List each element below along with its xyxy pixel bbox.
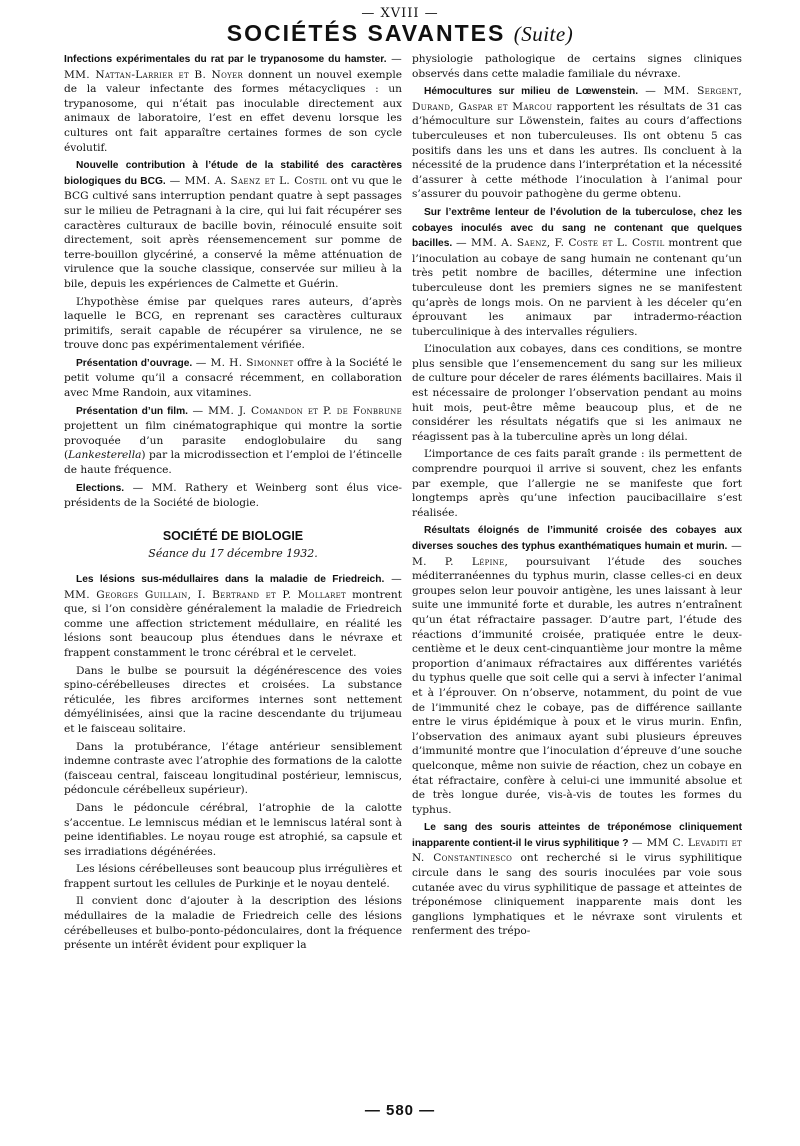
article-body: — MM. Rathery et Weinberg sont élus vice-présidents de la Société de biologie. [64, 481, 403, 510]
article-continuation: physiologie pathologique de certains signes cliniques observés dans cette maladie familiale du névraxe. [412, 53, 742, 80]
article-authors: — MM. A. Saenz et L. Costil [169, 174, 327, 187]
article-paragraph: Dans le pédoncule cérébral, l’atrophie de la calotte s’accentue. Le lemniscus médian et le lemniscus latéral sont à peine identifiables. Le noyau rouge est atrophié, sa capsule et ses irradiations dégénérées. [64, 801, 402, 858]
article-tuberculose [412, 205, 742, 339]
right-column [412, 52, 742, 942]
article-paragraph: L’inoculation aux cobayes, dans ces conditions, se montre plus sensible que l’ensemencement du sang sur les milieux de culture pour déceler de rares éléments bacillaires. Mais il est nécessaire de prolonger l’observation pendant au moins huit mois, peut-être même beaucoup plus, et de ne considérer les résultats négatifs que si les animaux ne réagissent pas à la tuberculine après un long délai. [412, 343, 742, 443]
article-title: Nouvelle contribution à l’étude de la stabilité des caractères biologiques du BCG. [64, 160, 402, 187]
article-paragraph: L’importance de ces faits paraît grande : ils permettent de comprendre pourquoi il arrive si souvent, chez les enfants par exemple, que l’allergie ne se manifeste que fort longtemps après qu’une infection paucibacillaire s’est réalisée. [412, 448, 742, 519]
article-authors: — M. H. Simonnet [195, 356, 294, 369]
page-number: — 580 — [364, 1102, 436, 1119]
article-trypanosome [64, 52, 402, 155]
article-body: montrent que l’inoculation au cobaye de sang humain ne contenant qu’un très petit nombre de bacilles, détermine une infection tuberculeuse dont les premiers signes ne se manifestent qu’après de longs mois. On ne parvient à les déceler qu’en éprouvant les animaux par intradermo-réaction tuberculinique à des intervalles réguliers. [412, 237, 742, 338]
article-authors: — MM. Sergent, Durand, Gaspar et Marcou [412, 85, 742, 113]
article-paragraph: Il convient donc d’ajouter à la description des lésions médullaires de la maladie de Friedreich celle des lésions cérébelleuses et bulbo-ponto-pédonculaires, dont la fréquence présente un intérêt évident pour expliquer la [64, 895, 402, 952]
article-film [64, 404, 402, 478]
article-paragraph: Les lésions cérébelleuses sont beaucoup plus irrégulières et frappent surtout les cellules de Purkinje et le noyau dentelé. [64, 863, 402, 890]
article-bcg [64, 158, 402, 291]
article-paragraph: Dans la protubérance, l’étage antérieur sensiblement indemne contraste avec l’atrophie des formations de la calotte (faisceau central, faisceau longitudinal postérieur, lemniscus, pédoncule cérébelleux supérieur). [64, 740, 402, 797]
article-title: Infections expérimentales du rat par le trypanosome du hamster. [64, 54, 387, 65]
article-body: poursuivant l’étude des souches méditerranéennes du typhus murin, classe celles-ci en deux groupes selon leur pouvoir antigène, les unes laissant à leur suite une immunité forte et durable, les autres n’entraînent qu’un état réfractaire passager. D’autre part, l’étude des réactions d’immunité croisée, pratiquée entre le deux-centième et le deux cent-cinquantième jour montre la même proportion d’animaux réfractaires aux différentes variétés du typhus quelle que soit celle qui a servi à infecter l’animal et à l’éprouver. On n’observe, notamment, du point de vue de l’immunité chez le cobaye, pas de différence saillante entre le virus épidémique à poux et le virus murin. Enfin, l’observation des animaux ayant subi plusieurs épreuves d’immunité montre que l’inoculation d’épreuve d’une souche quelconque, même non suivie de réaction, chez un cobaye en état réfractaire, confère à celui-ci une immunité absolue et de très longue durée, vis-à-vis de toutes les formes du typhus. [412, 555, 742, 816]
article-title: Sur l’extrême lenteur de l’évolution de la tuberculose, chez les cobayes inoculés avec du sang ne contenant que quelques bacilles. [412, 206, 742, 250]
article-authors: — MM. A. Saenz, F. Coste et L. Costil [456, 237, 665, 250]
article-treponemose [412, 820, 742, 939]
section-title: SOCIÉTÉ DE BIOLOGIE [162, 528, 304, 543]
article-body: ) par la microdissection et l’emploi de l’étincelle de haute fréquence. [64, 449, 402, 477]
article-title: Résultats éloignés de l’immunité croisée des cobayes aux diverses souches des typhus exanthématiques humain et murin. [412, 525, 742, 552]
article-body: offre à la Société le petit volume qu’il a consacré récemment, en collaboration avec Mme Randoin, aux vitamines. [64, 356, 402, 400]
article-italic: Lankesterella [68, 449, 142, 462]
article-elections [64, 481, 402, 511]
article-typhus [412, 523, 742, 817]
page-title [0, 20, 800, 47]
page-folio: — XVIII — [361, 6, 439, 21]
page-title-suite: (Suite) [513, 22, 574, 46]
article-body: donnent un nouvel exemple de la valeur infectante des formes métacycliques : un trypanosome, qui n’était pas inoculable directement aux animaux de laboratoire, l’est en effet devenu lorsque les cultures ont fait apparaître certaines formes de son cycle évolutif. [64, 68, 402, 154]
session-date: Séance du 17 décembre 1932. [148, 547, 318, 561]
article-authors: — MM. Georges Guillain, I. Bertrand et P. Mollaret [64, 573, 402, 601]
article-title: Les lésions sus-médullaires dans la maladie de Friedreich. [76, 574, 385, 585]
article-title: Hémocultures sur milieu de Lœwenstein. [424, 86, 639, 98]
article-body: ont recherché si le virus syphilitique circule dans le sang des souris inoculées par voie sous cutanée avec du virus syphilitique de passage et atteintes de tréponémose cliniquement inapparente mais dont les ganglions lymphatiques et le névraxe sont virulents et renferment des trépo- [412, 852, 742, 938]
article-body: ont vu que le BCG cultivé sans interruption pendant quatre à sept passages sur le milieu de Petragnani à la cire, qui lui fait récupérer ses caractères culturaux de bacille bovin, réinoculé ensuite soit directement, soit après réensemencement sur pomme de terre-bouillon glycériné, a conservé la même atténuation de virulence que la souche classique, conservée sur milieu à la bile, depuis les expériences de Calmette et Guérin. [64, 174, 402, 290]
article-authors: — MM. Nattan-Larrier et B. Noyer [64, 53, 403, 81]
page-title-main: SOCIÉTÉS SAVANTES [226, 20, 506, 46]
left-column [64, 52, 402, 956]
article-authors: — M. P. Lépine, [412, 540, 742, 568]
article-title: Présentation d’un film. [76, 405, 189, 417]
article-title: Elections. [76, 482, 125, 494]
article-paragraph: Dans le bulbe se poursuit la dégénérescence des voies spino-cérébelleuses directes et croisées. La substance réticulée, les fibres arciformes internes sont nettement démyélinisées, ainsi que la racine descendante du trijumeau et le faisceau solitaire. [64, 664, 402, 735]
article-authors: — MM. J. Comandon et P. de Fonbrune [192, 404, 402, 417]
article-authors: — MM C. Levaditi et N. Constantinesco [412, 836, 742, 865]
article-title: Présentation d’ouvrage. [76, 357, 193, 369]
article-paragraph: L’hypothèse émise par quelques rares auteurs, d’après laquelle le BCG, en reprenant ses caractères culturaux primitifs, serait capable de récupérer sa virulence, ne se trouve donc pas expérimentalement vérifiée. [64, 295, 402, 352]
article-body: rapportent les résultats de 31 cas d’hémoculture sur Löwenstein, faites au cours d’affections tuberculeuses et non tuberculeuses. Ils ont obtenu 5 cas positifs dans les uns et dans les autres. Ils concluent à la nécessité de la prudence dans l’interprétation et la nécessité d’assurer à cette méthode l’inoculation à l’animal pour s’assurer du pouvoir pathogène du germe obtenu. [412, 100, 742, 201]
article-ouvrage [64, 356, 402, 401]
article-body: projettent un film cinématographique qui montre la sortie provoquée d’un parasite endoglobulaire du sang ( [64, 420, 402, 462]
article-friedreich [64, 572, 402, 661]
article-title: Le sang des souris atteintes de tréponémose cliniquement inapparente contient-il le virus syphilitique ? [412, 822, 742, 849]
article-body: montrent que, si l’on considère généralement la maladie de Friedreich comme une affection strictement médullaire, en réalité les lésions sont beaucoup plus étendues dans le névraxe et frappent constamment le tronc cérébral et le cervelet. [64, 588, 402, 659]
article-hemocultures [412, 84, 742, 202]
